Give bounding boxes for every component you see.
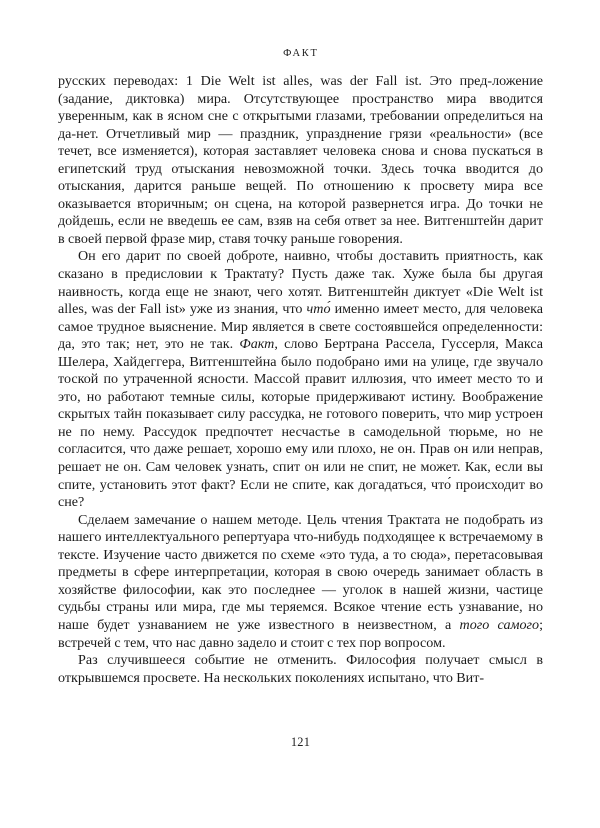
paragraph-text: Сделаем замечание о нашем методе. Цель чтения Трактата не подобрать из нашего интеллектуального репертуара что-нибудь подходящее к встречаемому в тексте. Изучение часто движется по схеме «это туда, а то сюда», перетасовывая предметы в сфере интерпретации, которая в свою очередь занимает область в хозяйстве философии, как это последнее — уголок в нашей жизни, частице судьбы страны или мира, где мы теряемся. Всякое чтение есть узнавание, но наше будет узнаванием не уже известного в неизвестном, а того самого; встречей с тем, что нас давно задело и стоит с тех пор вопросом. xyxy=(58,511,544,651)
italic-phrase: того самого xyxy=(459,616,540,633)
paragraph-text: русских переводах: 1 Die Welt ist alles, was der Fall ist. Это пред-ложение (задание, диктовка) мира. Отсутствующее пространство мира вводится уверенным, как в ясном сне с открытыми глазами, требовании определиться на да-нет. Отчетливый мир — праздник, упразднение грязи «реальности» (все течет, все изменяется), которая заставляет человека снова и снова пускаться в египетский труд отыскания невозможной точки. Здесь точка вводится до отыскания, дарится раньше вещей. По отношению к просвету мира все оказывается вторичным; он сцена, на которой развернется игра. До точки не дойдешь, если не введешь ее сам, взяв на себя ответ за нее. Витгенштейн дарит в своей первой фразе мир, ставя точку раньше говорения. xyxy=(58,73,543,247)
page-number: 121 xyxy=(290,735,311,749)
paragraph-text: Он его дарит по своей доброте, наивно, чтобы доставить приятность, как сказано в предисловии к Трактату? Пусть даже так. Хуже была бы другая наивность, когда еще не знают, чего хотят. Витгенштейн диктует «Die Welt ist alles, was der Fall ist» уже из знания, что что́ именно имеет место, для человека самое трудное выяснение. Мир является в свете состоявшейся определенности: да, это так; нет, это не так. Факт, слово Бертрана Рассела, Гуссерля, Макса Шелера, Хайдеггера, Витгенштейна было подобрано ими на улице, где звучало тоской по утраченной ясности. Массой правит иллюзия, что имеет место то и это, но работают темные силы, которые придерживают истину. Воображение скрытых тайн показывает силу рассудка, не готового поверить, что мир устроен не по нему. Рассудок предпочтет несчастье в самодельной тюрьме, но не согласится, что даже решает, хорошо ему или плохо, не он. Прав он или неправ, решает не он. Сам человек узнать, спит он или не спит, не может. Как, если вы спите, установить этот факт? Если не спите, как догадаться, что́ происходит во сне? xyxy=(58,248,544,511)
paragraph-text: Раз случившееся событие не отменить. Философия получает смысл в открывшемся просвете. На нескольких поколениях испытано, что Вит- xyxy=(58,652,543,686)
paragraph xyxy=(58,248,543,511)
paragraph xyxy=(58,73,543,248)
paragraph xyxy=(58,512,543,652)
running-head: ФАКТ xyxy=(283,48,319,59)
italic-phrase: что́ xyxy=(306,301,331,318)
italic-phrase: Факт xyxy=(239,336,275,353)
body-text-block xyxy=(58,73,543,687)
paragraph xyxy=(58,652,543,687)
